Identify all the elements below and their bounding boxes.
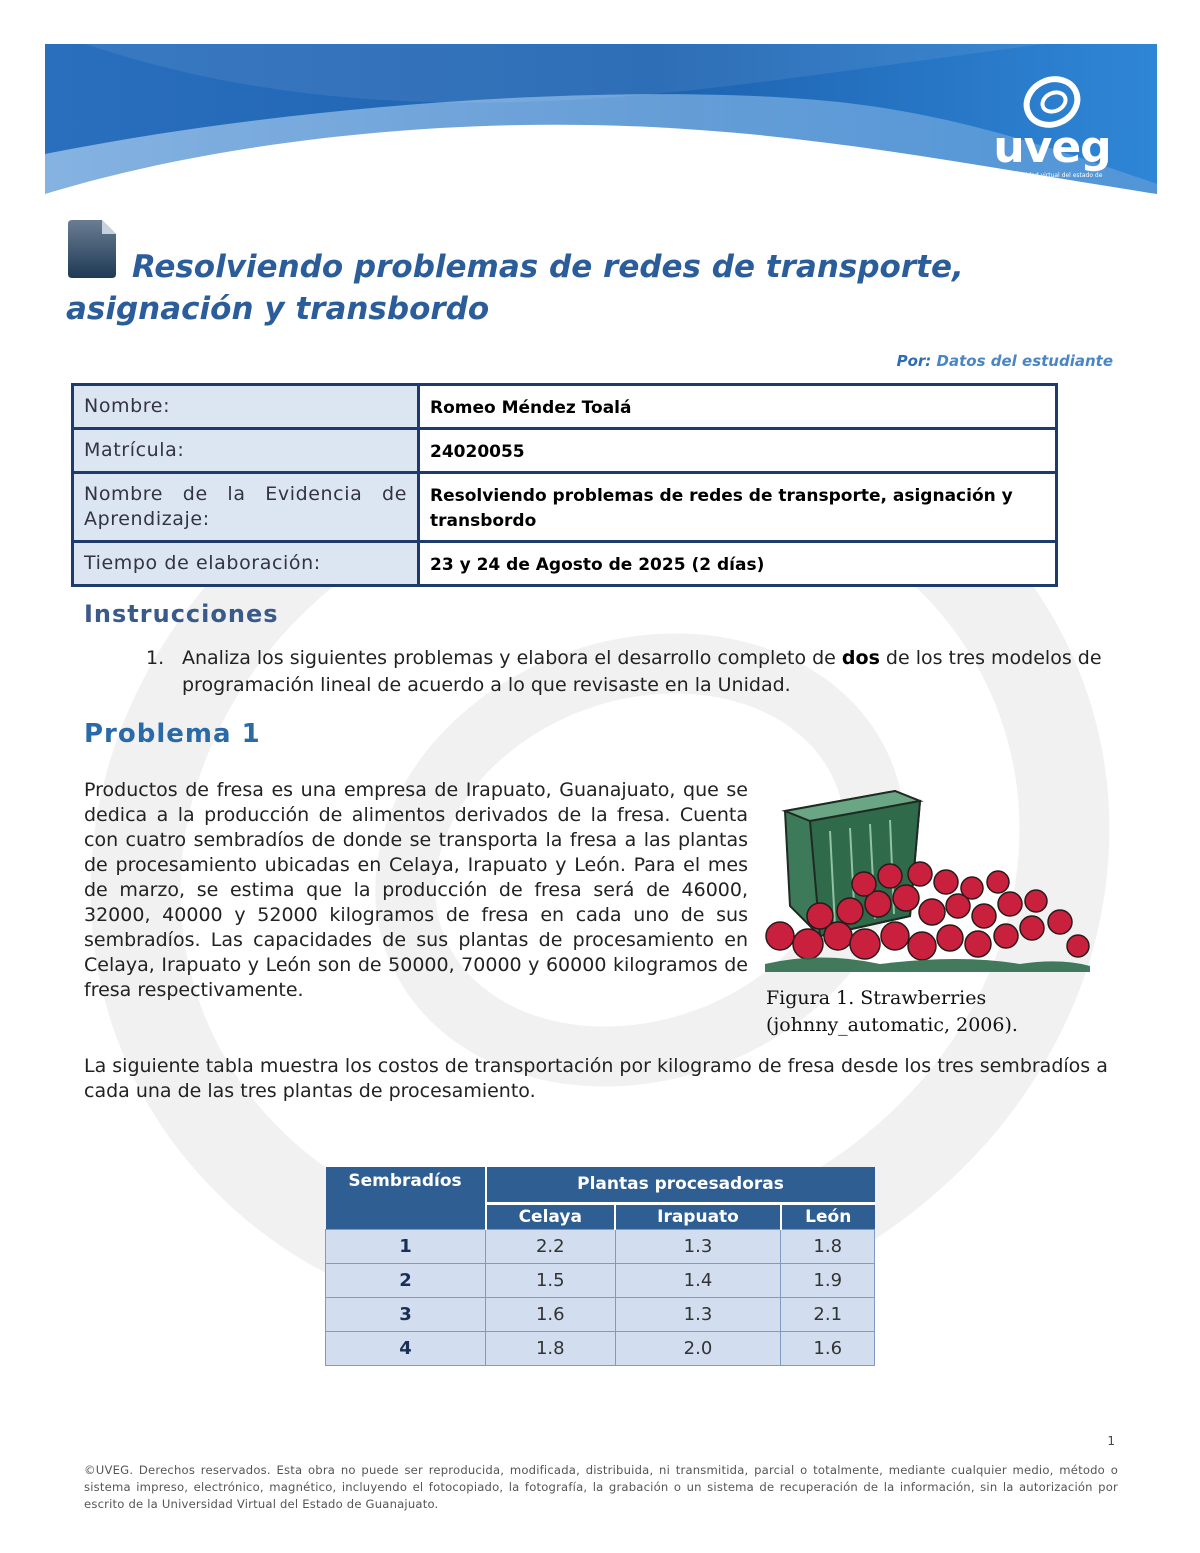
header-banner <box>45 44 1157 199</box>
table-header-row <box>326 1167 875 1203</box>
uveg-logo <box>992 72 1112 186</box>
instructions-heading: Instrucciones <box>84 600 279 628</box>
table-row <box>326 1331 875 1365</box>
field-label: Nombre de la Evidencia de Aprendizaje: <box>73 473 419 542</box>
title-line-2: asignación y transbordo <box>66 291 490 327</box>
student-info-table <box>71 383 1058 587</box>
figure-caption-line-2: (johnny_automatic, 2006). <box>766 1014 1018 1036</box>
table-cell: 1.9 <box>781 1263 875 1297</box>
cost-table <box>325 1167 875 1366</box>
logo-subtitle: universidad virtual del estado de guanajuato <box>1003 172 1103 186</box>
title-line-1: Resolviendo problemas de redes de transporte, <box>132 249 964 285</box>
figure-caption-line-1: Figura 1. Strawberries <box>766 987 987 1009</box>
list-item-bold: dos <box>841 647 880 669</box>
table-row <box>73 542 1057 586</box>
column-header-irapuato: Irapuato <box>615 1203 781 1229</box>
table-row <box>73 385 1057 429</box>
table-row <box>326 1297 875 1331</box>
list-number: 1. <box>146 647 165 669</box>
column-header-sembradios: Sembradíos <box>326 1167 486 1229</box>
table-cell: 2.2 <box>486 1229 616 1263</box>
field-value: 24020055 <box>419 429 1057 473</box>
table-cell: 1.8 <box>781 1229 875 1263</box>
table-cell: 1.5 <box>486 1263 616 1297</box>
logo-wordmark: uveg <box>993 122 1111 173</box>
instructions-list <box>146 645 1126 699</box>
field-label: Nombre: <box>73 385 419 429</box>
table-row <box>326 1263 875 1297</box>
row-label: 2 <box>326 1263 486 1297</box>
field-value: 23 y 24 de Agosto de 2025 (2 días) <box>419 542 1057 586</box>
field-label: Tiempo de elaboración: <box>73 542 419 586</box>
row-label: 3 <box>326 1297 486 1331</box>
table-cell: 1.6 <box>486 1297 616 1331</box>
column-header-celaya: Celaya <box>486 1203 616 1229</box>
field-value: Resolviendo problemas de redes de transporte, asignación y transbordo <box>419 473 1057 542</box>
table-row <box>73 473 1057 542</box>
table-row <box>326 1229 875 1263</box>
author-label: Por: <box>896 352 932 370</box>
row-label: 1 <box>326 1229 486 1263</box>
table-cell: 1.6 <box>781 1331 875 1365</box>
table-cell: 2.0 <box>615 1331 781 1365</box>
author-value: Datos del estudiante <box>936 352 1113 370</box>
list-item-text: Analiza los siguientes problemas y elabora el desarrollo completo de <box>182 647 842 669</box>
list-item <box>182 645 1126 699</box>
table-row <box>73 429 1057 473</box>
problem-paragraph: Productos de fresa es una empresa de Irapuato, Guanajuato, que se dedica a la producción de alimentos derivados de la fresa. Cuenta con cuatro sembradíos de donde se transporta la fresa a las plantas de procesamiento ubicadas en Celaya, Irapuato y León. Para el mes de marzo, se estima que la producción de fresa será de 46000, 32000, 40000 y 52000 kilogramos de fresa en cada uno de sus sembradíos. Las capacidades de sus plantas de procesamiento en Celaya, Irapuato y León son de 50000, 70000 y 60000 kilogramos de fresa respectivamente. <box>84 779 748 1001</box>
table-cell: 1.4 <box>615 1263 781 1297</box>
page-title <box>66 246 1126 330</box>
problem-paragraph-2: La siguiente tabla muestra los costos de transportación por kilogramo de fresa desde los tres sembradíos a cada una de las tres plantas de procesamiento. <box>84 1055 1108 1102</box>
table-cell: 2.1 <box>781 1297 875 1331</box>
copyright-footer: ©UVEG. Derechos reservados. Esta obra no puede ser reproducida, modificada, distribuida, ni transmitida, parcial o totalmente, mediante cualquier medio, método o sistema impreso, electrónico, magnético, incluyendo el fotocopiado, la fotografía, la grabación o un sistema de recuperación de la información, sin la autorización por escrito de la Universidad Virtual del Estado de Guanajuato. <box>84 1463 1118 1511</box>
column-header-leon: León <box>781 1203 875 1229</box>
field-value: Romeo Méndez Toalá <box>419 385 1057 429</box>
column-header-group: Plantas procesadoras <box>486 1167 875 1203</box>
table-cell: 1.3 <box>615 1229 781 1263</box>
author-line <box>897 352 1113 370</box>
row-label: 4 <box>326 1331 486 1365</box>
strawberries-illustration <box>760 786 1096 976</box>
list-item-text-end: de los tres modelos de programación lineal de acuerdo a lo que revisaste en la Unidad. <box>182 647 1102 696</box>
page-number: 1 <box>1107 1434 1115 1448</box>
table-cell: 1.3 <box>615 1297 781 1331</box>
field-label: Matrícula: <box>73 429 419 473</box>
problem-heading: Problema 1 <box>84 719 261 749</box>
figure-caption <box>766 985 1096 1039</box>
table-cell: 1.8 <box>486 1331 616 1365</box>
